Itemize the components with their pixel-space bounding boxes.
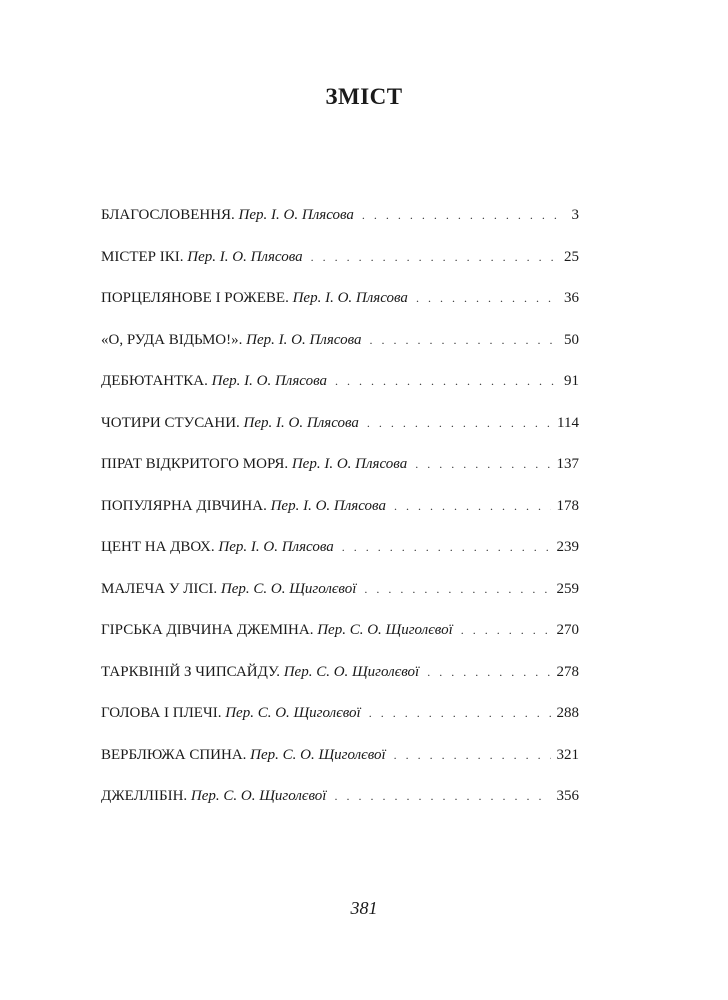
dot-leader — [311, 245, 558, 269]
toc-entry — [101, 743, 579, 785]
story-title: ТАРКВІНІЙ З ЧИПСАЙДУ. — [101, 663, 280, 680]
toc-page-number: 114 — [557, 414, 579, 431]
translator-credit: Пер. І. О. Плясова — [218, 539, 334, 555]
story-title: ДЕБЮТАНТКА. — [101, 373, 208, 389]
toc-entry — [101, 618, 579, 660]
story-title: ПІРАТ ВІДКРИТОГО МОРЯ. — [101, 456, 289, 472]
dot-leader — [394, 743, 551, 767]
story-title: «О, РУДА ВІДЬМО!». — [101, 331, 243, 348]
toc-entry-title — [101, 701, 361, 725]
story-title: ПОПУЛЯРНА ДІВЧИНА. — [101, 497, 267, 514]
toc-entry — [101, 452, 579, 494]
story-title: ПОРЦЕЛЯНОВЕ І РОЖЕВЕ. — [101, 290, 289, 306]
toc-page-number: 259 — [556, 580, 579, 597]
toc-entry-title — [101, 535, 334, 559]
dot-leader — [416, 286, 558, 310]
translator-credit: Пер. С. О. Щиголєвої — [225, 705, 361, 721]
toc-entry — [101, 328, 579, 370]
dot-leader — [367, 411, 551, 435]
translator-credit: Пер. І. О. Плясова — [270, 497, 386, 514]
toc-page-number: 288 — [556, 705, 579, 721]
toc-page-number: 178 — [556, 497, 579, 514]
translator-credit: Пер. С. О. Щиголєвої — [250, 746, 386, 763]
toc-entry — [101, 701, 579, 743]
translator-credit: Пер. І. О. Плясова — [238, 207, 354, 223]
dot-leader — [334, 784, 550, 808]
dot-leader — [369, 701, 551, 725]
translator-credit: Пер. С. О. Щиголєвої — [220, 580, 357, 597]
toc-entry-title — [101, 743, 386, 767]
dot-leader — [394, 494, 551, 518]
toc-entry-title — [101, 245, 303, 269]
dot-leader — [342, 535, 551, 559]
dot-leader — [362, 203, 566, 227]
dot-leader — [461, 618, 551, 642]
translator-credit: Пер. С. О. Щиголєвої — [283, 663, 420, 680]
translator-credit: Пер. І. О. Плясова — [187, 248, 303, 265]
dot-leader — [415, 452, 550, 476]
translator-credit: Пер. І. О. Плясова — [292, 290, 408, 306]
story-title: МАЛЕЧА У ЛІСІ. — [101, 580, 218, 597]
toc-entry-title — [101, 369, 327, 393]
toc-page-number: 50 — [564, 331, 579, 348]
dot-leader — [370, 328, 559, 352]
toc-page-number: 36 — [564, 290, 579, 306]
toc-page-number: 321 — [556, 746, 579, 763]
translator-credit: Пер. І. О. Плясова — [291, 456, 408, 472]
story-title: ГІРСЬКА ДІВЧИНА ДЖЕМІНА. — [101, 622, 314, 638]
translator-credit: Пер. І. О. Плясова — [211, 373, 327, 389]
story-title: МІСТЕР ІКІ. — [101, 248, 184, 265]
toc-entry — [101, 535, 579, 577]
toc-entry-title — [101, 328, 362, 352]
dot-leader — [364, 577, 550, 601]
dot-leader — [427, 660, 550, 684]
toc-entry-title — [101, 494, 386, 518]
toc-page-number: 25 — [564, 248, 579, 265]
toc-entry — [101, 286, 579, 328]
toc-entry-title — [101, 660, 419, 684]
toc-page-number: 270 — [556, 622, 579, 638]
dot-leader — [335, 369, 558, 393]
translator-credit: Пер. С. О. Щиголєвої — [317, 622, 453, 638]
page-number: 381 — [350, 898, 378, 918]
toc-entry-title — [101, 577, 356, 601]
toc-entry-title — [101, 286, 408, 310]
toc-entry — [101, 577, 579, 619]
toc-entry-title — [101, 618, 453, 642]
story-title: ГОЛОВА І ПЛЕЧІ. — [101, 705, 222, 721]
toc-entry — [101, 411, 579, 453]
toc-entry — [101, 494, 579, 536]
story-title: ДЖЕЛЛІБІН. — [101, 788, 188, 804]
translator-credit: Пер. С. О. Щиголєвої — [190, 788, 327, 804]
toc-entry-title — [101, 203, 354, 227]
translator-credit: Пер. І. О. Плясова — [246, 331, 362, 348]
page-title: ЗМІСТ — [325, 84, 403, 109]
toc-page-number: 278 — [556, 663, 579, 680]
toc-page-number: 91 — [564, 373, 579, 389]
toc-entry-title — [101, 452, 407, 476]
toc-page-number: 137 — [556, 456, 579, 472]
toc-entry — [101, 203, 579, 245]
toc-entry — [101, 784, 579, 826]
toc-entry-title — [101, 784, 326, 808]
translator-credit: Пер. І. О. Плясова — [243, 414, 359, 431]
toc-entry — [101, 245, 579, 287]
toc-page-number: 3 — [571, 207, 579, 223]
story-title: ЧОТИРИ СТУСАНИ. — [101, 414, 240, 431]
table-of-contents — [101, 203, 579, 826]
story-title: ЦЕНТ НА ДВОХ. — [101, 539, 215, 555]
toc-entry — [101, 660, 579, 702]
story-title: БЛАГОСЛОВЕННЯ. — [101, 207, 235, 223]
story-title: ВЕРБЛЮЖА СПИНА. — [101, 746, 247, 763]
toc-page-number: 239 — [556, 539, 579, 555]
toc-entry-title — [101, 411, 359, 435]
toc-page-number: 356 — [556, 788, 579, 804]
toc-entry — [101, 369, 579, 411]
